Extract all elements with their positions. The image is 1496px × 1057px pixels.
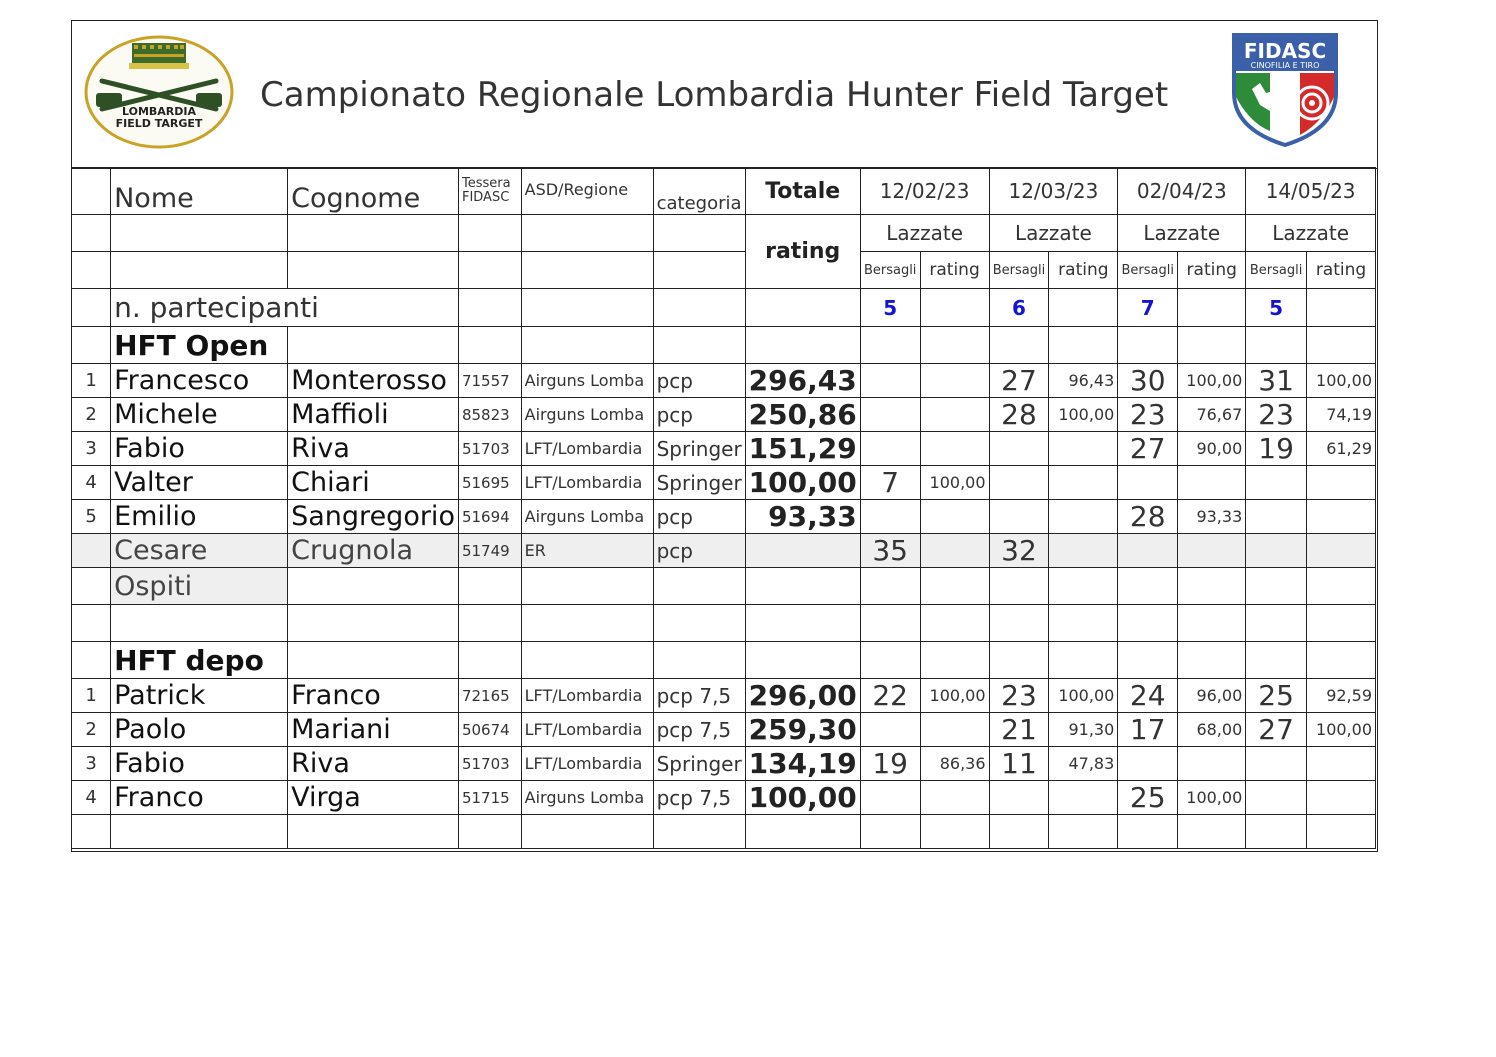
empty-cell [1049, 327, 1118, 364]
empty-cell [989, 327, 1049, 364]
row-rank: 3 [72, 747, 111, 781]
event-date-1: 12/02/23 [860, 168, 989, 215]
first-name: Francesco [111, 364, 288, 398]
total-rating: 250,86 [745, 398, 860, 432]
empty-cell [653, 327, 745, 364]
event-rating [1307, 500, 1376, 534]
guest-event-rating [1307, 534, 1376, 568]
event-rating: 74,19 [1307, 398, 1376, 432]
event-rating: 61,29 [1307, 432, 1376, 466]
last-name: Maffioli [288, 398, 459, 432]
targets-hit [860, 364, 920, 398]
event-rating [1307, 747, 1376, 781]
event-rating [1307, 466, 1376, 500]
targets-hit [989, 500, 1049, 534]
event-rating [1049, 781, 1118, 815]
empty-cell [458, 642, 521, 679]
participants-count-2: 6 [989, 289, 1049, 327]
empty-cell [521, 605, 653, 642]
event-location-1: Lazzate [860, 215, 989, 252]
event-location-3: Lazzate [1118, 215, 1246, 252]
empty-cell [1178, 327, 1246, 364]
logo-right-line2: CINOFILIA E TIRO [1250, 61, 1320, 70]
last-name: Chiari [288, 466, 459, 500]
last-name: Monterosso [288, 364, 459, 398]
guest-targets-hit: 35 [860, 534, 920, 568]
targets-hit [860, 398, 920, 432]
tessera-number: 51694 [458, 500, 521, 534]
club-region: LFT/Lombardia [521, 679, 653, 713]
club-region: LFT/Lombardia [521, 432, 653, 466]
guest-event-rating [920, 534, 989, 568]
standings-sheet [71, 20, 1378, 852]
category: pcp [653, 364, 745, 398]
event-rating: 100,00 [1049, 679, 1118, 713]
event-rating [920, 432, 989, 466]
club-region: LFT/Lombardia [521, 466, 653, 500]
empty-cell [521, 327, 653, 364]
tessera-number: 50674 [458, 713, 521, 747]
targets-hit: 25 [1246, 679, 1307, 713]
targets-hit [1246, 500, 1307, 534]
event-date-4: 14/05/23 [1246, 168, 1376, 215]
event-rating [920, 500, 989, 534]
header-row [72, 168, 1376, 215]
empty-cell [745, 815, 860, 849]
tessera-number: 51695 [458, 466, 521, 500]
empty-cell [1178, 605, 1246, 642]
empty-cell [860, 815, 920, 849]
targets-hit: 22 [860, 679, 920, 713]
event-rating [1178, 747, 1246, 781]
targets-hit: 30 [1118, 364, 1178, 398]
targets-hit: 23 [1246, 398, 1307, 432]
table-row [72, 432, 1376, 466]
targets-hit [1246, 466, 1307, 500]
empty-cell [111, 815, 288, 849]
row-rank: 1 [72, 679, 111, 713]
table-row [72, 500, 1376, 534]
empty-cell [521, 815, 653, 849]
club-region: Airguns Lomba [521, 398, 653, 432]
empty-cell [653, 568, 745, 605]
row-rank: 3 [72, 432, 111, 466]
category: pcp [653, 398, 745, 432]
event-rating: 76,67 [1178, 398, 1246, 432]
category: pcp 7,5 [653, 679, 745, 713]
empty-cell [288, 568, 459, 605]
participants-count-1: 5 [860, 289, 920, 327]
table-row [72, 466, 1376, 500]
table-row [72, 781, 1376, 815]
page-title: Campionato Regionale Lombardia Hunter Field Target [260, 75, 1169, 115]
guest-targets-hit [1246, 534, 1307, 568]
empty-cell [72, 568, 111, 605]
standings-table [71, 167, 1376, 849]
guest-label-row [72, 568, 1376, 605]
targets-hit: 23 [989, 679, 1049, 713]
targets-hit [860, 781, 920, 815]
tessera-number: 72165 [458, 679, 521, 713]
col-tessera [458, 168, 521, 215]
empty-cell [1178, 815, 1246, 849]
fidasc-logo [1230, 31, 1340, 149]
targets-hit [989, 466, 1049, 500]
targets-hit: 28 [989, 398, 1049, 432]
table-row [72, 713, 1376, 747]
empty-cell [458, 568, 521, 605]
header [72, 21, 1377, 169]
event-rating: 68,00 [1178, 713, 1246, 747]
club-region: Airguns Lomba [521, 364, 653, 398]
targets-hit: 21 [989, 713, 1049, 747]
tessera-number: 51703 [458, 747, 521, 781]
last-name: Sangregorio [288, 500, 459, 534]
col-rating-2: rating [1049, 252, 1118, 289]
guest-first-name: Cesare [111, 534, 288, 568]
targets-hit: 31 [1246, 364, 1307, 398]
targets-hit [1246, 781, 1307, 815]
empty-cell [1178, 642, 1246, 679]
empty-cell [458, 815, 521, 849]
targets-hit: 19 [1246, 432, 1307, 466]
logo-left-line1: LOMBARDIA [121, 105, 197, 118]
lombardia-field-target-logo [84, 35, 234, 149]
empty-cell [860, 642, 920, 679]
event-rating: 100,00 [920, 679, 989, 713]
col-rating-3: rating [1178, 252, 1246, 289]
empty-cell [1246, 605, 1307, 642]
event-rating [920, 364, 989, 398]
empty-cell [1246, 642, 1307, 679]
empty-cell [1307, 642, 1376, 679]
participants-row [72, 289, 1376, 327]
row-rank: 2 [72, 398, 111, 432]
empty-cell [745, 534, 860, 568]
empty-cell [920, 568, 989, 605]
event-rating [1178, 466, 1246, 500]
guest-club: ER [521, 534, 653, 568]
empty-cell [288, 642, 459, 679]
col-asd: ASD/Regione [521, 168, 653, 215]
event-rating [1307, 781, 1376, 815]
targets-hit [989, 432, 1049, 466]
targets-hit: 11 [989, 747, 1049, 781]
empty-cell [1307, 605, 1376, 642]
col-bersagli-4: Bersagli [1246, 252, 1307, 289]
empty-cell [521, 642, 653, 679]
empty-cell [989, 815, 1049, 849]
guest-targets-hit: 32 [989, 534, 1049, 568]
total-rating: 93,33 [745, 500, 860, 534]
empty-cell [458, 605, 521, 642]
empty-cell [653, 815, 745, 849]
empty-cell [989, 605, 1049, 642]
empty-cell [72, 327, 111, 364]
empty-cell [1307, 568, 1376, 605]
category: Springer [653, 747, 745, 781]
col-tessera-line2: FIDASC [461, 190, 510, 205]
empty-cell [111, 605, 288, 642]
first-name: Patrick [111, 679, 288, 713]
total-rating: 100,00 [745, 466, 860, 500]
empty-cell [920, 327, 989, 364]
guest-row [72, 534, 1376, 568]
event-rating [920, 781, 989, 815]
empty-cell [745, 568, 860, 605]
col-rating-1: rating [920, 252, 989, 289]
empty-cell [72, 605, 111, 642]
subheader-row [72, 252, 1376, 289]
section-row [72, 642, 1376, 679]
last-name: Franco [288, 679, 459, 713]
row-rank: 1 [72, 364, 111, 398]
col-cognome: Cognome [288, 168, 459, 215]
targets-hit: 24 [1118, 679, 1178, 713]
guest-tessera: 51749 [458, 534, 521, 568]
empty-cell [288, 815, 459, 849]
targets-hit [860, 713, 920, 747]
tessera-number: 51715 [458, 781, 521, 815]
participants-count-3: 7 [1118, 289, 1178, 327]
total-rating: 259,30 [745, 713, 860, 747]
empty-cell [1049, 568, 1118, 605]
last-name: Virga [288, 781, 459, 815]
col-bersagli-3: Bersagli [1118, 252, 1178, 289]
col-categoria: categoria [653, 168, 745, 215]
total-rating: 100,00 [745, 781, 860, 815]
event-rating: 100,00 [1178, 364, 1246, 398]
row-rank: 5 [72, 500, 111, 534]
targets-hit [1118, 747, 1178, 781]
club-region: Airguns Lomba [521, 500, 653, 534]
targets-hit [860, 500, 920, 534]
event-date-2: 12/03/23 [989, 168, 1118, 215]
empty-cell [1049, 605, 1118, 642]
empty-cell [1118, 642, 1178, 679]
event-rating: 92,59 [1307, 679, 1376, 713]
empty-cell [745, 605, 860, 642]
empty-cell [1118, 327, 1178, 364]
first-name: Emilio [111, 500, 288, 534]
tessera-number: 71557 [458, 364, 521, 398]
event-date-3: 02/04/23 [1118, 168, 1246, 215]
guest-label: Ospiti [111, 568, 288, 605]
event-rating: 100,00 [1178, 781, 1246, 815]
row-rank: 2 [72, 713, 111, 747]
row-rank: 4 [72, 466, 111, 500]
targets-hit: 7 [860, 466, 920, 500]
col-nome: Nome [111, 168, 288, 215]
event-rating: 100,00 [1049, 398, 1118, 432]
event-location-2: Lazzate [989, 215, 1118, 252]
empty-cell [653, 605, 745, 642]
empty-cell [1118, 605, 1178, 642]
row-rank: 4 [72, 781, 111, 815]
total-rating: 134,19 [745, 747, 860, 781]
event-rating [1049, 432, 1118, 466]
empty-cell [860, 568, 920, 605]
participants-label: n. partecipanti [111, 289, 459, 327]
section-row [72, 327, 1376, 364]
category: Springer [653, 432, 745, 466]
logo-left-line2: FIELD TARGET [115, 117, 203, 130]
event-rating: 96,00 [1178, 679, 1246, 713]
empty-cell [1307, 815, 1376, 849]
empty-cell [1118, 568, 1178, 605]
event-rating: 100,00 [1307, 713, 1376, 747]
event-rating [920, 398, 989, 432]
event-rating [920, 713, 989, 747]
event-rating: 100,00 [1307, 364, 1376, 398]
empty-cell [72, 534, 111, 568]
empty-cell [72, 642, 111, 679]
empty-cell [1246, 815, 1307, 849]
participants-count-4: 5 [1246, 289, 1307, 327]
empty-cell [521, 568, 653, 605]
total-rating: 296,43 [745, 364, 860, 398]
targets-hit [1118, 466, 1178, 500]
event-rating: 47,83 [1049, 747, 1118, 781]
tessera-number: 51703 [458, 432, 521, 466]
club-region: Airguns Lomba [521, 781, 653, 815]
targets-hit: 27 [989, 364, 1049, 398]
category: pcp [653, 500, 745, 534]
empty-cell [860, 605, 920, 642]
last-name: Riva [288, 747, 459, 781]
last-name: Riva [288, 432, 459, 466]
empty-cell [1246, 327, 1307, 364]
club-region: LFT/Lombardia [521, 747, 653, 781]
col-bersagli-1: Bersagli [860, 252, 920, 289]
event-rating [1049, 500, 1118, 534]
targets-hit: 27 [1246, 713, 1307, 747]
section-title: HFT Open [111, 327, 288, 364]
location-row [72, 215, 1376, 252]
empty-cell [745, 642, 860, 679]
empty-cell [920, 642, 989, 679]
empty-cell [1049, 642, 1118, 679]
first-name: Valter [111, 466, 288, 500]
event-rating: 96,43 [1049, 364, 1118, 398]
spacer-row [72, 605, 1376, 642]
targets-hit: 27 [1118, 432, 1178, 466]
targets-hit [989, 781, 1049, 815]
empty-cell [1118, 815, 1178, 849]
club-region: LFT/Lombardia [521, 713, 653, 747]
total-rating: 151,29 [745, 432, 860, 466]
empty-cell [1246, 568, 1307, 605]
empty-cell [288, 605, 459, 642]
event-rating: 100,00 [920, 466, 989, 500]
col-tessera-line1: Tessera [461, 176, 511, 191]
targets-hit [1246, 747, 1307, 781]
empty-cell [458, 327, 521, 364]
empty-cell [1307, 327, 1376, 364]
event-rating: 86,36 [920, 747, 989, 781]
targets-hit: 19 [860, 747, 920, 781]
logo-right-line1: FIDASC [1243, 39, 1327, 63]
guest-targets-hit [1118, 534, 1178, 568]
event-rating [1049, 466, 1118, 500]
col-bersagli-2: Bersagli [989, 252, 1049, 289]
event-rating: 90,00 [1178, 432, 1246, 466]
empty-cell [989, 642, 1049, 679]
table-row [72, 747, 1376, 781]
guest-category: pcp [653, 534, 745, 568]
category: pcp 7,5 [653, 713, 745, 747]
event-rating: 91,30 [1049, 713, 1118, 747]
empty-cell [1178, 568, 1246, 605]
targets-hit [860, 432, 920, 466]
col-rating: rating [745, 215, 860, 289]
empty-cell [860, 327, 920, 364]
empty-cell [72, 815, 111, 849]
guest-event-rating [1178, 534, 1246, 568]
first-name: Franco [111, 781, 288, 815]
first-name: Fabio [111, 747, 288, 781]
targets-hit: 23 [1118, 398, 1178, 432]
tessera-number: 85823 [458, 398, 521, 432]
category: pcp 7,5 [653, 781, 745, 815]
targets-hit: 28 [1118, 500, 1178, 534]
col-rating-4: rating [1307, 252, 1376, 289]
targets-hit: 25 [1118, 781, 1178, 815]
empty-cell [653, 642, 745, 679]
total-rating: 296,00 [745, 679, 860, 713]
first-name: Paolo [111, 713, 288, 747]
table-row [72, 364, 1376, 398]
table-row [72, 398, 1376, 432]
guest-event-rating [1049, 534, 1118, 568]
spacer-row [72, 815, 1376, 849]
event-location-4: Lazzate [1246, 215, 1376, 252]
empty-cell [1049, 815, 1118, 849]
first-name: Fabio [111, 432, 288, 466]
last-name: Mariani [288, 713, 459, 747]
empty-cell [920, 605, 989, 642]
section-title: HFT depo [111, 642, 288, 679]
empty-cell [920, 815, 989, 849]
col-totale: Totale [745, 168, 860, 215]
empty-cell [989, 568, 1049, 605]
event-rating: 93,33 [1178, 500, 1246, 534]
empty-cell [288, 327, 459, 364]
category: Springer [653, 466, 745, 500]
guest-last-name: Crugnola [288, 534, 459, 568]
empty-cell [745, 327, 860, 364]
first-name: Michele [111, 398, 288, 432]
targets-hit: 17 [1118, 713, 1178, 747]
table-row [72, 679, 1376, 713]
